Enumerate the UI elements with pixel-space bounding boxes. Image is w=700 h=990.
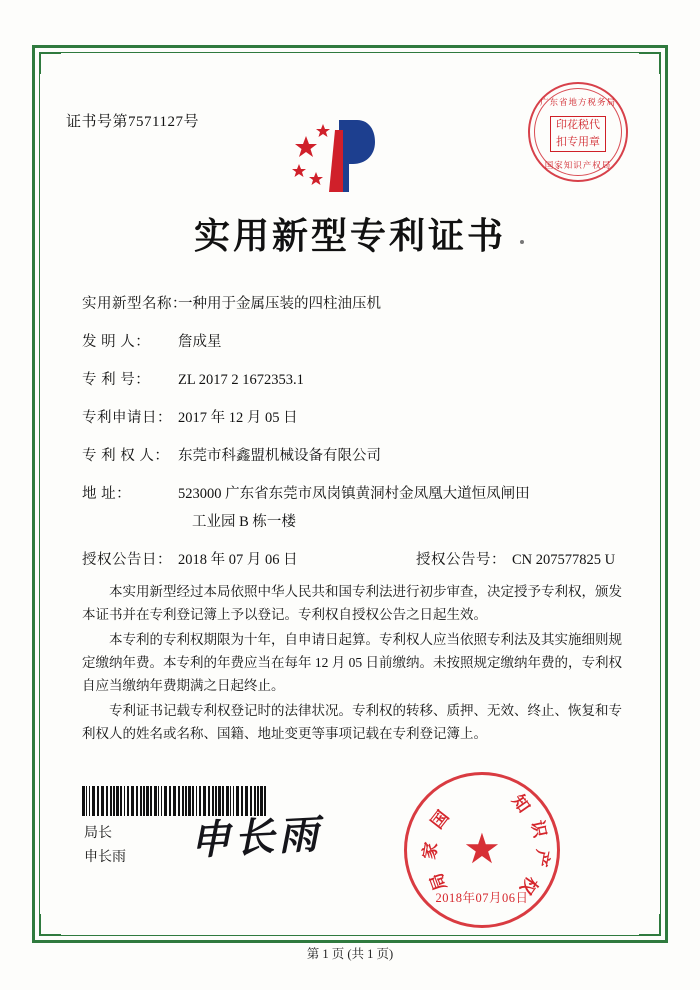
field-value: 工业园 B 栋一楼 — [192, 514, 296, 530]
barcode-bar — [169, 786, 171, 816]
paragraph: 本专利的专利权期限为十年，自申请日起算。专利权人应当依照专利法及其实施细则规定缴纳年费。本专利的年费应当在每年 12 月 05 日前缴纳。未按照规定缴纳年费的，专利权自应当缴纳年费期满之日起终止。 — [82, 632, 622, 693]
barcode-bar — [161, 786, 162, 816]
seal-char: 知 — [508, 791, 534, 817]
seal-char: 权 — [516, 872, 542, 898]
border-corner-top-left — [39, 52, 61, 74]
barcode-bar — [116, 786, 119, 816]
page-footer: 第 1 页 (共 1 页) — [306, 947, 394, 961]
seal-arc-text: 广东省地方税务局 — [539, 97, 616, 107]
barcode-bar — [178, 786, 180, 816]
field-label: 专 利 号： — [82, 372, 151, 388]
director-name-label: 申长雨 — [84, 850, 126, 865]
barcode-bar — [127, 786, 129, 816]
field-row-address-line2 — [82, 512, 622, 532]
barcode-bar — [146, 786, 149, 816]
barcode-bar — [173, 786, 176, 816]
barcode-bar — [113, 786, 115, 816]
field-row-grant-announcement — [82, 550, 622, 570]
certificate-fields — [82, 294, 622, 588]
field-value: 523000 广东省东莞市凤岗镇黄洞村金凤凰大道恒凤闸田 — [178, 486, 530, 502]
field-value: 东莞市科鑫盟机械设备有限公司 — [178, 448, 381, 464]
barcode-bar — [106, 786, 108, 816]
barcode-bar — [136, 786, 138, 816]
barcode-bar — [86, 786, 87, 816]
field-label: 授权公告号： — [416, 552, 506, 568]
seal-center-text: 印花税代扣专用章 — [550, 116, 606, 152]
barcode-bar — [185, 786, 187, 816]
barcode-bar — [92, 786, 95, 816]
barcode-bar — [82, 786, 85, 816]
barcode-bar — [150, 786, 152, 816]
official-office-seal — [404, 772, 560, 928]
page-title: 实用新型专利证书 — [193, 216, 506, 256]
seal-bottom-text: 国家知识产权局 — [544, 160, 612, 170]
seal-char: 局 — [426, 870, 451, 894]
field-row-utility-model-name — [82, 294, 622, 314]
director-title-label: 局长 — [84, 826, 112, 841]
barcode-bar — [110, 786, 112, 816]
legal-text-body — [82, 580, 622, 747]
seal-date: 2018年07月06日 — [435, 891, 529, 905]
field-row-inventor — [82, 332, 622, 352]
barcode-bar — [164, 786, 167, 816]
barcode-bar — [124, 786, 125, 816]
field-row-address — [82, 484, 622, 504]
field-value: 一种用于金属压装的四柱油压机 — [178, 296, 381, 312]
barcode-bar — [89, 786, 90, 816]
seal-char: 产 — [530, 848, 553, 869]
barcode-bar — [101, 786, 104, 816]
title-decorative-dot — [520, 240, 524, 244]
field-value: ZL 2017 2 1672353.1 — [178, 372, 304, 388]
signature-block — [84, 822, 126, 870]
field-value: 詹成星 — [178, 334, 222, 350]
field-row-patentee — [82, 446, 622, 466]
grant-announcement-number — [416, 550, 615, 570]
barcode-bar — [143, 786, 145, 816]
paragraph: 本实用新型经过本局依照中华人民共和国专利法进行初步审查，决定授予专利权，颁发本证书并在专利登记簿上予以登记。专利权自授权公告之日起生效。 — [82, 584, 622, 622]
barcode-bar — [140, 786, 142, 816]
field-label: 实用新型名称： — [82, 296, 187, 312]
barcode-bar — [158, 786, 159, 816]
seal-char: 家 — [419, 840, 442, 861]
field-value: CN 207577825 U — [512, 552, 616, 568]
field-row-patent-number — [82, 370, 622, 390]
field-value: 2017 年 12 月 05 日 — [178, 410, 298, 426]
field-label: 发 明 人： — [82, 334, 151, 350]
barcode-bar — [154, 786, 157, 816]
border-corner-top-right — [639, 52, 661, 74]
barcode-bar — [182, 786, 184, 816]
field-label: 授权公告日： — [82, 552, 172, 568]
tax-stamp-seal — [528, 82, 628, 182]
field-row-application-date — [82, 408, 622, 428]
field-label: 专 利 权 人： — [82, 448, 170, 464]
barcode-bar — [120, 786, 122, 816]
patent-office-logo-icon — [283, 112, 393, 197]
national-emblem-icon: ★ — [463, 827, 501, 873]
barcode-bar — [131, 786, 134, 816]
paragraph: 专利证书记载专利权登记时的法律状况。专利权的转移、质押、无效、终止、恢复和专利权人的姓名或名称、国籍、地址变更等事项记载在专利登记簿上。 — [82, 703, 622, 741]
field-label: 地 址： — [82, 486, 132, 502]
field-label: 专利申请日： — [82, 410, 172, 426]
border-corner-bottom-right — [639, 914, 661, 936]
handwritten-signature: 申长雨 — [189, 811, 324, 864]
seal-char: 国 — [427, 807, 453, 833]
field-value: 2018 年 07 月 06 日 — [178, 552, 298, 568]
seal-char: 识 — [527, 818, 550, 840]
certificate-number: 证书号第7571127号 — [66, 114, 199, 130]
border-corner-bottom-left — [39, 914, 61, 936]
barcode-bar — [97, 786, 99, 816]
